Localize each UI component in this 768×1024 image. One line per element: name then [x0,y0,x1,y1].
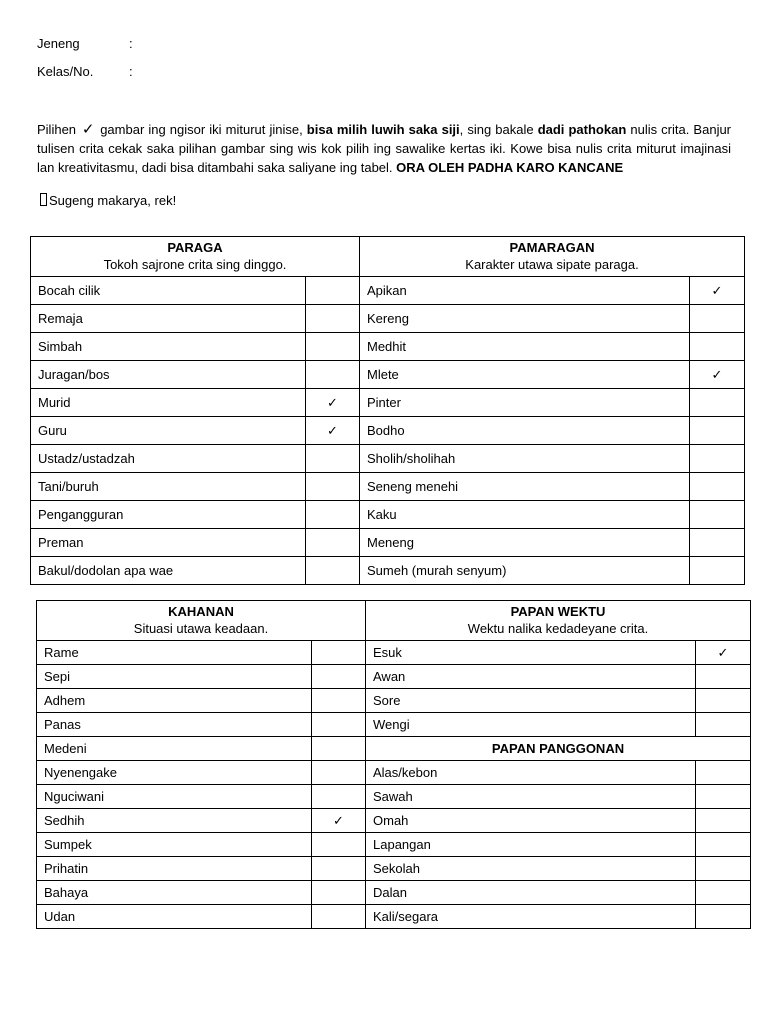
papan-panggonan-checkbox[interactable] [696,857,751,881]
kahanan-checkbox[interactable] [312,737,366,761]
pamaragan-checkbox[interactable] [690,445,745,473]
papan-panggonan-checkbox[interactable] [696,785,751,809]
name-row [37,35,133,53]
papan-panggonan-option-label: Lapangan [366,833,696,857]
pamaragan-checkbox[interactable] [690,333,745,361]
table-row [31,277,745,305]
kahanan-option-label: Panas [37,713,312,737]
papan-panggonan-option-label: Omah [366,809,696,833]
table-row [37,665,751,689]
pamaragan-option-label: Mlete [360,361,690,389]
table-row [31,445,745,473]
paraga-checkbox[interactable] [306,501,360,529]
pamaragan-option-label: Apikan [360,277,690,305]
instruction-text: , sing bakale [459,122,538,137]
table-row [37,881,751,905]
paraga-checkbox[interactable]: ✓ [306,389,360,417]
closing-line [37,191,731,210]
paraga-option-label: Tani/buruh [31,473,306,501]
instruction-bold: dadi pathokan [537,122,627,137]
papan-panggonan-checkbox[interactable] [696,761,751,785]
paraga-checkbox[interactable] [306,333,360,361]
instructions-paragraph [37,120,731,177]
paraga-option-label: Pengangguran [31,501,306,529]
papan-wektu-option-label: Sore [366,689,696,713]
papan-wektu-title: PAPAN WEKTU [510,604,606,619]
kahanan-checkbox[interactable] [312,905,366,929]
table-header-row [37,601,751,641]
papan-panggonan-checkbox[interactable] [696,881,751,905]
paraga-checkbox[interactable] [306,305,360,333]
paraga-checkbox[interactable]: ✓ [306,417,360,445]
papan-panggonan-heading: PAPAN PANGGONAN [366,737,751,761]
pamaragan-header [360,237,745,277]
paraga-option-label: Bakul/dodolan apa wae [31,557,306,585]
pamaragan-option-label: Sholih/sholihah [360,445,690,473]
kahanan-option-label: Udan [37,905,312,929]
kahanan-option-label: Nyenengake [37,761,312,785]
kahanan-option-label: Sedhih [37,809,312,833]
pamaragan-checkbox[interactable] [690,529,745,557]
table-row [37,761,751,785]
table-row [31,305,745,333]
kahanan-option-label: Sumpek [37,833,312,857]
instruction-text: gambar ing ngisor iki miturut jinise, [96,122,307,137]
kahanan-option-label: Nguciwani [37,785,312,809]
papan-panggonan-option-label: Sekolah [366,857,696,881]
paraga-checkbox[interactable] [306,529,360,557]
name-label: Jeneng [37,36,80,51]
kahanan-option-label: Prihatin [37,857,312,881]
pamaragan-title: PAMARAGAN [509,240,595,255]
table-row [37,737,751,761]
kahanan-checkbox[interactable] [312,857,366,881]
instruction-text: nulis crita. Banjur tulisen crita cekak saka pilihan gambar sing wis kok pilih ing sawalike kertas iki. Kowe bisa nulis crita miturut imajinasi lan kreativitasmu, dadi bisa ditambahi saka saliyane ing tabel. [37,122,732,175]
papan-panggonan-option-label: Alas/kebon [366,761,696,785]
pamaragan-option-label: Sumeh (murah senyum) [360,557,690,585]
paraga-option-label: Ustadz/ustadzah [31,445,306,473]
paraga-title: PARAGA [167,240,223,255]
paraga-checkbox[interactable] [306,473,360,501]
table-row [31,501,745,529]
pamaragan-checkbox[interactable] [690,501,745,529]
pamaragan-option-label: Seneng menehi [360,473,690,501]
kahanan-option-label: Rame [37,641,312,665]
papan-panggonan-option-label: Kali/segara [366,905,696,929]
paraga-checkbox[interactable] [306,361,360,389]
kahanan-option-label: Medeni [37,737,312,761]
paraga-option-label: Remaja [31,305,306,333]
papan-wektu-checkbox[interactable] [696,665,751,689]
table-row [31,529,745,557]
table-row [37,905,751,929]
pamaragan-option-label: Bodho [360,417,690,445]
kahanan-checkbox[interactable] [312,689,366,713]
kahanan-checkbox[interactable] [312,713,366,737]
papan-wektu-checkbox[interactable]: ✓ [696,641,751,665]
papan-wektu-option-label: Esuk [366,641,696,665]
kahanan-option-label: Adhem [37,689,312,713]
papan-panggonan-option-label: Dalan [366,881,696,905]
pamaragan-checkbox[interactable] [690,389,745,417]
papan-wektu-header [366,601,751,641]
table-kahanan-papan [36,600,751,929]
kahanan-checkbox[interactable] [312,881,366,905]
pamaragan-checkbox[interactable] [690,417,745,445]
pamaragan-option-label: Meneng [360,529,690,557]
papan-wektu-subtitle: Wektu nalika kedadeyane crita. [467,621,649,636]
missing-glyph-icon [40,193,47,206]
kahanan-checkbox[interactable] [312,665,366,689]
kahanan-checkbox[interactable] [312,641,366,665]
paraga-checkbox[interactable] [306,557,360,585]
table-row [31,361,745,389]
paraga-option-label: Guru [31,417,306,445]
instructions [37,120,731,210]
table-row [37,809,751,833]
paraga-option-label: Simbah [31,333,306,361]
pamaragan-option-label: Medhit [360,333,690,361]
kahanan-title: KAHANAN [168,604,234,619]
kahanan-checkbox[interactable] [312,785,366,809]
table-row [31,473,745,501]
kahanan-option-label: Bahaya [37,881,312,905]
papan-panggonan-checkbox[interactable] [696,905,751,929]
kahanan-checkbox[interactable] [312,761,366,785]
table-header-row [31,237,745,277]
kahanan-header [37,601,366,641]
papan-wektu-checkbox[interactable] [696,713,751,737]
paraga-option-label: Preman [31,529,306,557]
table-row [31,557,745,585]
closing-text: Sugeng makarya, rek! [49,193,177,208]
kahanan-option-label: Sepi [37,665,312,689]
papan-panggonan-checkbox[interactable] [696,833,751,857]
table-row [37,857,751,881]
table-row [37,785,751,809]
paraga-option-label: Bocah cilik [31,277,306,305]
instruction-bold: bisa milih luwih saka siji [306,122,460,137]
table-row [31,389,745,417]
pamaragan-option-label: Pinter [360,389,690,417]
name-colon: : [129,36,133,51]
table-paraga-pamaragan [30,236,745,585]
table-row [37,833,751,857]
papan-wektu-checkbox[interactable] [696,689,751,713]
class-row [37,63,133,81]
pamaragan-option-label: Kereng [360,305,690,333]
kahanan-subtitle: Situasi utawa keadaan. [133,621,269,636]
pamaragan-checkbox[interactable]: ✓ [690,277,745,305]
table-row [37,641,751,665]
paraga-checkbox[interactable] [306,277,360,305]
kahanan-checkbox[interactable] [312,833,366,857]
paraga-option-label: Murid [31,389,306,417]
pamaragan-checkbox[interactable]: ✓ [690,361,745,389]
papan-wektu-option-label: Wengi [366,713,696,737]
table-row [37,689,751,713]
papan-wektu-option-label: Awan [366,665,696,689]
papan-panggonan-option-label: Sawah [366,785,696,809]
table-row [31,333,745,361]
instruction-text: Pilihen [37,122,77,137]
pamaragan-subtitle: Karakter utawa sipate paraga. [465,257,639,272]
checkmark-icon: ✓ [81,121,95,138]
pamaragan-checkbox[interactable] [690,473,745,501]
paraga-option-label: Juragan/bos [31,361,306,389]
instruction-warning: ORA OLEH PADHA KARO KANCANE [396,160,624,175]
papan-panggonan-checkbox[interactable] [696,809,751,833]
table-row [37,713,751,737]
pamaragan-checkbox[interactable] [690,557,745,585]
class-label: Kelas/No. [37,64,94,79]
class-colon: : [129,64,133,79]
table-row [31,417,745,445]
paraga-subtitle: Tokoh sajrone crita sing dinggo. [103,257,287,272]
pamaragan-checkbox[interactable] [690,305,745,333]
paraga-header [31,237,360,277]
pamaragan-option-label: Kaku [360,501,690,529]
kahanan-checkbox[interactable]: ✓ [312,809,366,833]
paraga-checkbox[interactable] [306,445,360,473]
